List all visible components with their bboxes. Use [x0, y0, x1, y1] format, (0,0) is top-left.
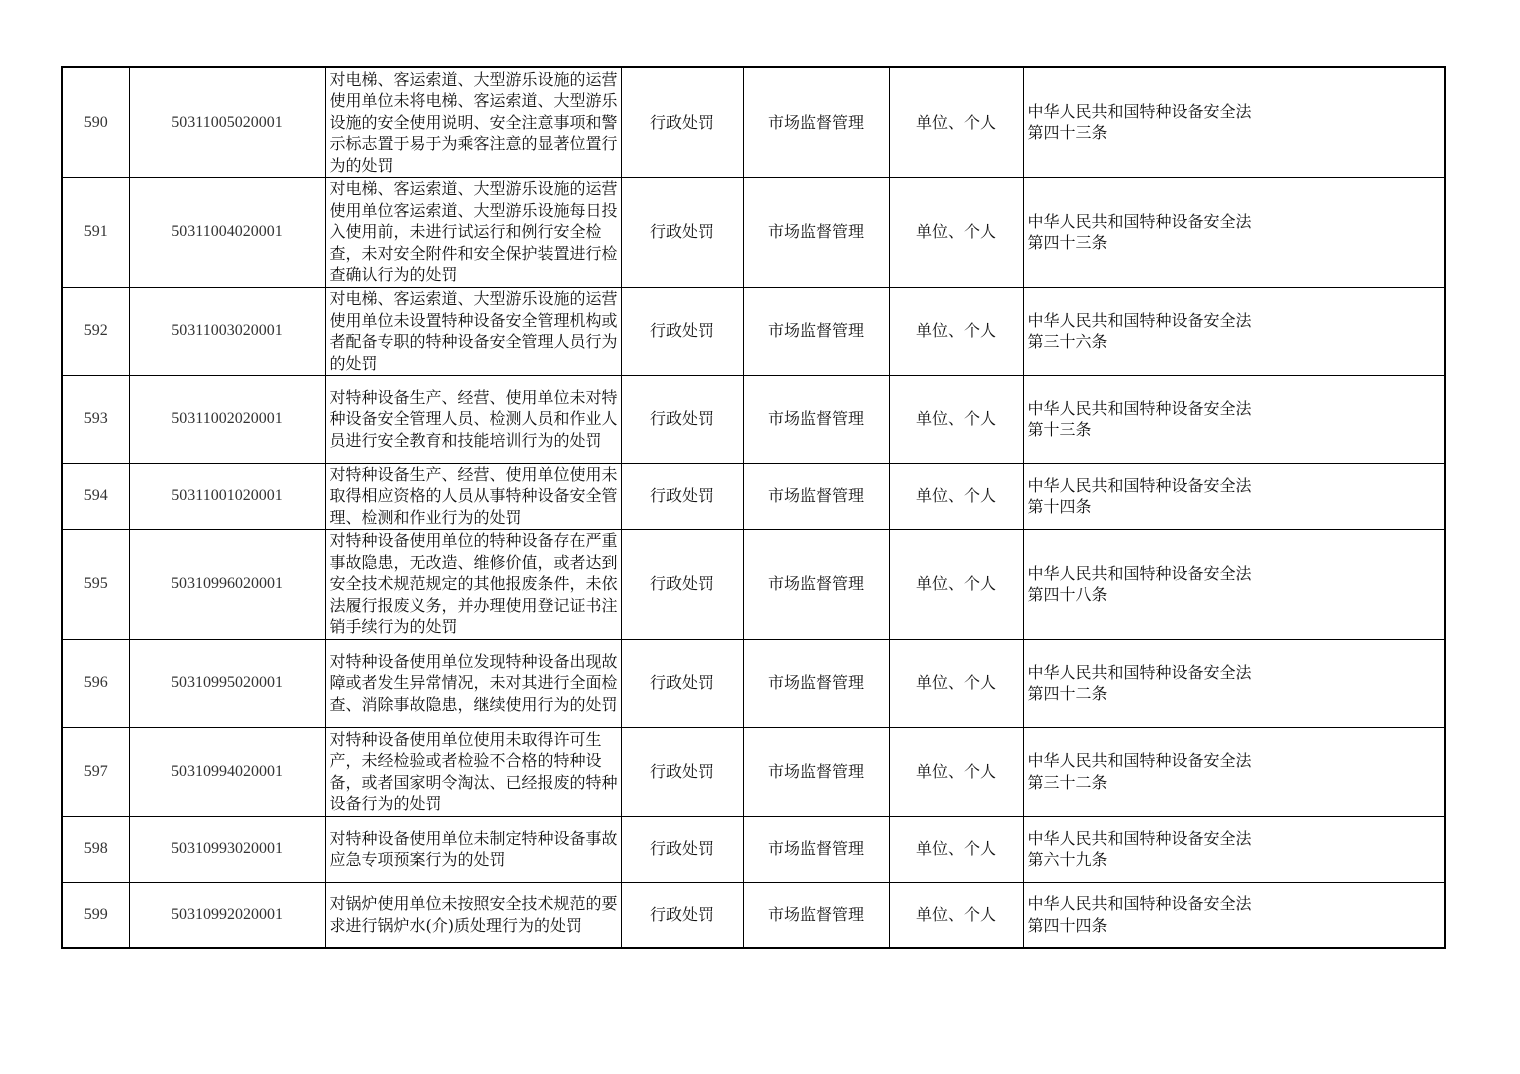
item-legal-basis — [1023, 287, 1445, 375]
item-type: 行政处罚 — [621, 177, 743, 287]
basis-article: 第三十二条 — [1027, 772, 1108, 792]
basis-law: 中华人民共和国特种设备安全法 — [1027, 662, 1252, 682]
table-row — [62, 529, 1445, 639]
item-type: 行政处罚 — [621, 67, 743, 177]
item-type: 行政处罚 — [621, 287, 743, 375]
item-subject: 单位、个人 — [889, 639, 1023, 727]
basis-law: 中华人民共和国特种设备安全法 — [1027, 563, 1252, 583]
row-number: 596 — [62, 639, 129, 727]
basis-law: 中华人民共和国特种设备安全法 — [1027, 475, 1252, 495]
item-legal-basis — [1023, 375, 1445, 463]
item-description: 对特种设备使用单位未制定特种设备事故应急专项预案行为的处罚 — [325, 816, 621, 882]
item-code: 50311004020001 — [129, 177, 325, 287]
item-subject: 单位、个人 — [889, 727, 1023, 816]
basis-article: 第三十六条 — [1027, 332, 1108, 351]
item-description: 对特种设备使用单位使用未取得许可生产，未经检验或者检验不合格的特种设备，或者国家明令淘汰、已经报废的特种设备行为的处罚 — [325, 727, 621, 816]
item-department: 市场监督管理 — [743, 727, 889, 816]
item-department: 市场监督管理 — [743, 287, 889, 375]
basis-article: 第四十三条 — [1027, 123, 1108, 143]
item-department: 市场监督管理 — [743, 529, 889, 639]
basis-article: 第四十八条 — [1027, 585, 1108, 604]
item-code: 50311005020001 — [129, 67, 325, 177]
row-number: 592 — [62, 287, 129, 375]
item-code: 50310994020001 — [129, 727, 325, 816]
item-legal-basis — [1023, 816, 1445, 882]
item-description: 对特种设备使用单位的特种设备存在严重事故隐患，无改造、维修价值，或者达到安全技术规范规定的其他报废条件，未依法履行报废义务，并办理使用登记证书注销手续行为的处罚 — [325, 529, 621, 639]
item-legal-basis — [1023, 67, 1445, 177]
item-legal-basis — [1023, 882, 1445, 948]
item-subject: 单位、个人 — [889, 67, 1023, 177]
item-description: 对锅炉使用单位未按照安全技术规范的要求进行锅炉水(介)质处理行为的处罚 — [325, 882, 621, 948]
item-department: 市场监督管理 — [743, 177, 889, 287]
item-legal-basis — [1023, 529, 1445, 639]
table-row — [62, 287, 1445, 375]
item-type: 行政处罚 — [621, 375, 743, 463]
item-subject: 单位、个人 — [889, 529, 1023, 639]
basis-article: 第四十二条 — [1027, 684, 1108, 703]
row-number: 593 — [62, 375, 129, 463]
basis-law: 中华人民共和国特种设备安全法 — [1027, 398, 1252, 418]
item-legal-basis — [1023, 463, 1445, 529]
table-row — [62, 816, 1445, 882]
item-code: 50310993020001 — [129, 816, 325, 882]
item-department: 市场监督管理 — [743, 816, 889, 882]
row-number: 598 — [62, 816, 129, 882]
item-legal-basis — [1023, 177, 1445, 287]
row-number: 594 — [62, 463, 129, 529]
item-subject: 单位、个人 — [889, 375, 1023, 463]
item-code: 50311003020001 — [129, 287, 325, 375]
item-type: 行政处罚 — [621, 816, 743, 882]
basis-article: 第十四条 — [1027, 497, 1092, 516]
penalty-items-table — [61, 66, 1446, 949]
item-description: 对电梯、客运索道、大型游乐设施的运营使用单位未设置特种设备安全管理机构或者配备专职的特种设备安全管理人员行为的处罚 — [325, 287, 621, 375]
item-code: 50311002020001 — [129, 375, 325, 463]
table-row — [62, 639, 1445, 727]
item-type: 行政处罚 — [621, 882, 743, 948]
table-row — [62, 463, 1445, 529]
basis-article: 第四十四条 — [1027, 915, 1108, 935]
basis-article: 第六十九条 — [1027, 850, 1108, 869]
row-number: 590 — [62, 67, 129, 177]
table-row — [62, 727, 1445, 816]
basis-law: 中华人民共和国特种设备安全法 — [1027, 894, 1252, 914]
item-type: 行政处罚 — [621, 727, 743, 816]
item-type: 行政处罚 — [621, 639, 743, 727]
item-description: 对特种设备使用单位发现特种设备出现故障或者发生异常情况，未对其进行全面检查、消除事故隐患，继续使用行为的处罚 — [325, 639, 621, 727]
item-subject: 单位、个人 — [889, 287, 1023, 375]
item-department: 市场监督管理 — [743, 67, 889, 177]
basis-law: 中华人民共和国特种设备安全法 — [1027, 828, 1252, 848]
item-subject: 单位、个人 — [889, 882, 1023, 948]
basis-law: 中华人民共和国特种设备安全法 — [1027, 751, 1252, 770]
item-legal-basis — [1023, 639, 1445, 727]
item-description: 对电梯、客运索道、大型游乐设施的运营使用单位客运索道、大型游乐设施每日投入使用前，未进行试运行和例行安全检查，未对安全附件和安全保护装置进行检查确认行为的处罚 — [325, 177, 621, 287]
row-number: 595 — [62, 529, 129, 639]
row-number: 597 — [62, 727, 129, 816]
item-description: 对特种设备生产、经营、使用单位使用未取得相应资格的人员从事特种设备安全管理、检测和作业行为的处罚 — [325, 463, 621, 529]
item-code: 50310992020001 — [129, 882, 325, 948]
basis-article: 第四十三条 — [1027, 233, 1108, 252]
table-row — [62, 177, 1445, 287]
basis-law: 中华人民共和国特种设备安全法 — [1027, 101, 1252, 121]
item-department: 市场监督管理 — [743, 882, 889, 948]
table-row — [62, 882, 1445, 948]
item-code: 50310995020001 — [129, 639, 325, 727]
item-legal-basis — [1023, 727, 1445, 816]
basis-article: 第十三条 — [1027, 420, 1092, 439]
table-row — [62, 375, 1445, 463]
item-description: 对电梯、客运索道、大型游乐设施的运营使用单位未将电梯、客运索道、大型游乐设施的安全使用说明、安全注意事项和警示标志置于易于为乘客注意的显著位置行为的处罚 — [325, 67, 621, 177]
table-body — [62, 67, 1445, 948]
item-type: 行政处罚 — [621, 529, 743, 639]
row-number: 591 — [62, 177, 129, 287]
item-code: 50311001020001 — [129, 463, 325, 529]
table-row — [62, 67, 1445, 177]
item-description: 对特种设备生产、经营、使用单位未对特种设备安全管理人员、检测人员和作业人员进行安全教育和技能培训行为的处罚 — [325, 375, 621, 463]
item-department: 市场监督管理 — [743, 463, 889, 529]
basis-law: 中华人民共和国特种设备安全法 — [1027, 310, 1252, 330]
row-number: 599 — [62, 882, 129, 948]
basis-law: 中华人民共和国特种设备安全法 — [1027, 211, 1252, 231]
item-department: 市场监督管理 — [743, 375, 889, 463]
item-subject: 单位、个人 — [889, 463, 1023, 529]
item-subject: 单位、个人 — [889, 816, 1023, 882]
item-code: 50310996020001 — [129, 529, 325, 639]
item-subject: 单位、个人 — [889, 177, 1023, 287]
item-type: 行政处罚 — [621, 463, 743, 529]
item-department: 市场监督管理 — [743, 639, 889, 727]
